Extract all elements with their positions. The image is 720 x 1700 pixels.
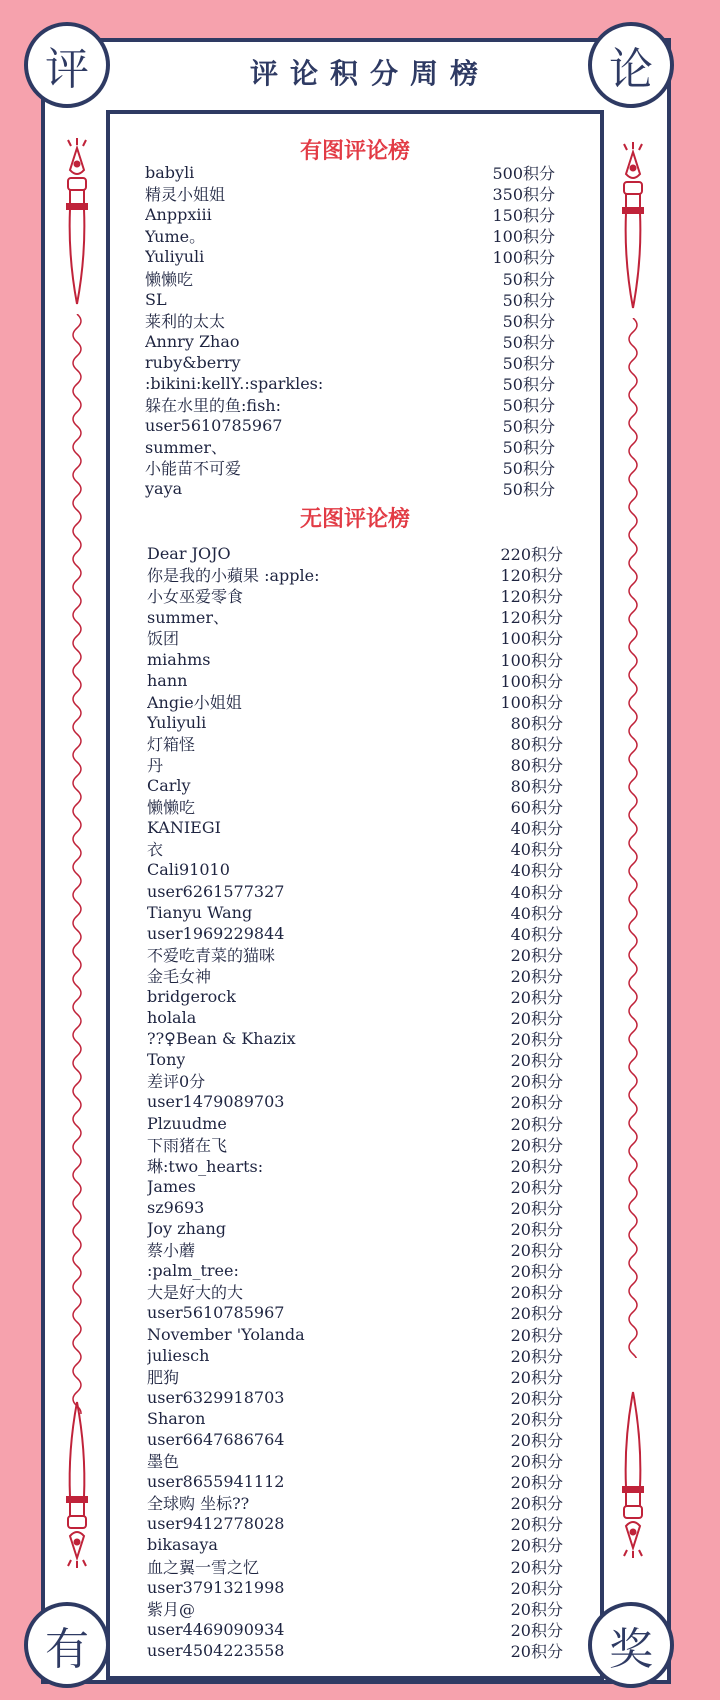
score-value: 40积分 bbox=[510, 903, 563, 923]
list-item bbox=[147, 1239, 563, 1260]
list-item bbox=[147, 1471, 563, 1492]
score-value: 20积分 bbox=[510, 1135, 563, 1155]
list-item bbox=[147, 1113, 563, 1134]
user-name: user8655941112 bbox=[147, 1472, 285, 1492]
user-name: Yuliyuli bbox=[147, 712, 207, 732]
user-name: KANIEGI bbox=[147, 818, 221, 838]
user-name: bikasaya bbox=[147, 1535, 218, 1555]
user-name: Angie小姐姐 bbox=[147, 692, 242, 712]
list-item bbox=[147, 1492, 563, 1513]
score-value: 20积分 bbox=[510, 1262, 563, 1282]
score-value: 80积分 bbox=[510, 755, 563, 775]
list-item bbox=[147, 733, 563, 754]
corner-badge-bottom-right: 奖 bbox=[588, 1602, 674, 1688]
list-item bbox=[145, 436, 555, 457]
user-name: 紫月@ bbox=[147, 1599, 196, 1619]
score-value: 20积分 bbox=[510, 1009, 563, 1029]
score-value: 20积分 bbox=[510, 1473, 563, 1493]
list-item bbox=[145, 310, 555, 331]
user-name: Yume。 bbox=[145, 227, 206, 247]
list-item bbox=[147, 1176, 563, 1197]
user-name: 衣 bbox=[147, 840, 164, 860]
list-item bbox=[145, 246, 555, 267]
list-item bbox=[147, 754, 563, 775]
user-name: Carly bbox=[147, 776, 191, 796]
user-name: November 'Yolanda bbox=[147, 1324, 305, 1344]
user-name: 血之翼一雪之忆 bbox=[147, 1557, 260, 1577]
list-item bbox=[147, 1323, 563, 1344]
user-name: sz9693 bbox=[147, 1197, 205, 1217]
user-name: Tony bbox=[147, 1050, 186, 1070]
score-value: 20积分 bbox=[510, 1346, 563, 1366]
user-name: 饭团 bbox=[147, 629, 180, 649]
list-item bbox=[147, 1513, 563, 1534]
corner-badge-bottom-left: 有 bbox=[24, 1602, 110, 1688]
user-name: user9412778028 bbox=[147, 1514, 285, 1534]
list-item bbox=[147, 712, 563, 733]
score-value: 20积分 bbox=[510, 1536, 563, 1556]
user-name: user6647686764 bbox=[147, 1429, 285, 1449]
user-name: 躲在水里的鱼:fish: bbox=[145, 396, 281, 416]
bottom-border bbox=[41, 1680, 671, 1684]
list-item bbox=[147, 1070, 563, 1091]
user-name: Cali91010 bbox=[147, 860, 230, 880]
list-item bbox=[147, 1429, 563, 1450]
score-value: 80积分 bbox=[510, 777, 563, 797]
list-item bbox=[147, 944, 563, 965]
score-value: 20积分 bbox=[510, 1388, 563, 1408]
list-item bbox=[147, 902, 563, 923]
score-value: 20积分 bbox=[510, 1620, 563, 1640]
list-item bbox=[147, 923, 563, 944]
list-item bbox=[145, 204, 555, 225]
list-item bbox=[147, 1302, 563, 1323]
user-name: Tianyu Wang bbox=[147, 902, 253, 922]
list-item bbox=[147, 881, 563, 902]
list-item bbox=[147, 627, 563, 648]
score-value: 20积分 bbox=[510, 1051, 563, 1071]
score-value: 20积分 bbox=[510, 945, 563, 965]
score-value: 50积分 bbox=[502, 417, 555, 437]
score-value: 80积分 bbox=[510, 734, 563, 754]
user-name: user5610785967 bbox=[147, 1303, 285, 1323]
list-item bbox=[147, 1450, 563, 1471]
list-item bbox=[147, 585, 563, 606]
list-item bbox=[145, 415, 555, 436]
user-name: 小能苗不可爱 bbox=[145, 459, 242, 479]
user-name: 懒懒吃 bbox=[147, 798, 196, 818]
score-value: 120积分 bbox=[500, 587, 563, 607]
user-name: Sharon bbox=[147, 1408, 206, 1428]
list-item bbox=[145, 289, 555, 310]
score-value: 40积分 bbox=[510, 882, 563, 902]
list-item bbox=[147, 1556, 563, 1577]
score-value: 50积分 bbox=[502, 438, 555, 458]
list-item bbox=[147, 543, 563, 564]
score-value: 20积分 bbox=[510, 1452, 563, 1472]
score-value: 100积分 bbox=[492, 227, 555, 247]
score-value: 20积分 bbox=[510, 1241, 563, 1261]
score-value: 50积分 bbox=[502, 374, 555, 394]
user-name: 琳:two_hearts: bbox=[147, 1156, 264, 1176]
score-value: 40积分 bbox=[510, 819, 563, 839]
user-name: :palm_tree: bbox=[147, 1261, 239, 1281]
list-item bbox=[145, 373, 555, 394]
user-name: 肥狗 bbox=[147, 1367, 180, 1387]
user-name: hann bbox=[147, 670, 188, 690]
user-name: 金毛女神 bbox=[147, 966, 212, 986]
score-value: 50积分 bbox=[502, 353, 555, 373]
fountain-pen-icon bbox=[60, 1400, 94, 1570]
list-item bbox=[147, 986, 563, 1007]
wavy-line-right bbox=[622, 318, 644, 1358]
user-name: ??♀Bean & Khazix bbox=[147, 1029, 296, 1049]
score-value: 100积分 bbox=[492, 248, 555, 268]
fountain-pen-icon bbox=[616, 140, 650, 310]
score-value: 50积分 bbox=[502, 311, 555, 331]
user-name: user5610785967 bbox=[145, 416, 283, 436]
score-value: 20积分 bbox=[510, 1515, 563, 1535]
list-item bbox=[147, 1028, 563, 1049]
score-value: 20积分 bbox=[510, 988, 563, 1008]
list-item bbox=[145, 352, 555, 373]
score-value: 120积分 bbox=[500, 566, 563, 586]
score-value: 40积分 bbox=[510, 861, 563, 881]
score-value: 500积分 bbox=[492, 164, 555, 184]
user-name: summer、 bbox=[145, 438, 227, 458]
list-item bbox=[147, 1134, 563, 1155]
user-name: bridgerock bbox=[147, 987, 236, 1007]
user-name: juliesch bbox=[147, 1345, 210, 1365]
score-value: 20积分 bbox=[510, 1030, 563, 1050]
list-item bbox=[145, 394, 555, 415]
list-item bbox=[147, 1534, 563, 1555]
score-value: 20积分 bbox=[510, 1156, 563, 1176]
score-value: 20积分 bbox=[510, 1494, 563, 1514]
score-value: 100积分 bbox=[500, 629, 563, 649]
no-image-ranking-list bbox=[147, 543, 563, 1661]
list-item bbox=[147, 1598, 563, 1619]
list-item bbox=[145, 267, 555, 288]
user-name: 大是好大的大 bbox=[147, 1283, 244, 1303]
user-name: Annry Zhao bbox=[145, 331, 240, 351]
score-value: 20积分 bbox=[510, 1599, 563, 1619]
user-name: 丹 bbox=[147, 755, 164, 775]
score-value: 100积分 bbox=[500, 650, 563, 670]
wavy-line-left bbox=[66, 314, 88, 1414]
score-value: 100积分 bbox=[500, 692, 563, 712]
score-value: 20积分 bbox=[510, 1578, 563, 1598]
list-item bbox=[147, 817, 563, 838]
score-value: 50积分 bbox=[502, 269, 555, 289]
score-value: 50积分 bbox=[502, 459, 555, 479]
score-value: 20积分 bbox=[510, 1557, 563, 1577]
list-item bbox=[147, 775, 563, 796]
score-value: 20积分 bbox=[510, 1114, 563, 1134]
user-name: James bbox=[147, 1176, 196, 1196]
list-item bbox=[147, 1345, 563, 1366]
score-value: 350积分 bbox=[492, 185, 555, 205]
list-item bbox=[147, 1408, 563, 1429]
score-value: 220积分 bbox=[500, 545, 563, 565]
list-item bbox=[147, 1577, 563, 1598]
fountain-pen-icon bbox=[60, 136, 94, 306]
list-item bbox=[145, 225, 555, 246]
score-value: 20积分 bbox=[510, 1325, 563, 1345]
score-value: 20积分 bbox=[510, 1093, 563, 1113]
list-item bbox=[147, 1619, 563, 1640]
user-name: 墨色 bbox=[147, 1452, 180, 1472]
list-item bbox=[145, 183, 555, 204]
score-value: 20积分 bbox=[510, 1177, 563, 1197]
user-name: summer、 bbox=[147, 608, 229, 628]
user-name: 蔡小蘑 bbox=[147, 1241, 196, 1261]
page-title: 评论积分周榜 bbox=[249, 57, 490, 90]
user-name: 差评0分 bbox=[147, 1072, 206, 1092]
user-name: user1479089703 bbox=[147, 1092, 285, 1112]
user-name: user4504223558 bbox=[147, 1640, 285, 1660]
fountain-pen-icon bbox=[616, 1390, 650, 1560]
score-value: 20积分 bbox=[510, 1409, 563, 1429]
score-value: 20积分 bbox=[510, 1283, 563, 1303]
user-name: 灯箱怪 bbox=[147, 734, 196, 754]
score-value: 40积分 bbox=[510, 840, 563, 860]
score-value: 50积分 bbox=[502, 480, 555, 500]
score-value: 120积分 bbox=[500, 608, 563, 628]
list-item bbox=[147, 1155, 563, 1176]
user-name: user3791321998 bbox=[147, 1577, 285, 1597]
section-title-no-image: 无图评论榜 bbox=[299, 507, 410, 532]
list-item bbox=[147, 859, 563, 880]
list-item bbox=[145, 331, 555, 352]
user-name: Dear JOJO bbox=[147, 544, 231, 564]
user-name: 莱利的太太 bbox=[145, 311, 226, 331]
list-item bbox=[145, 162, 555, 183]
list-item bbox=[147, 1260, 563, 1281]
list-item bbox=[147, 838, 563, 859]
corner-badge-top-left: 评 bbox=[24, 22, 110, 108]
user-name: 全球购 坐标?? bbox=[147, 1494, 250, 1514]
user-name: babyli bbox=[145, 163, 195, 183]
user-name: 精灵小姐姐 bbox=[145, 185, 226, 205]
user-name: SL bbox=[145, 289, 167, 309]
user-name: holala bbox=[147, 1008, 197, 1028]
score-value: 150积分 bbox=[492, 206, 555, 226]
list-item bbox=[147, 1218, 563, 1239]
list-item bbox=[147, 1049, 563, 1070]
score-value: 20积分 bbox=[510, 1367, 563, 1387]
user-name: Anppxiii bbox=[145, 205, 212, 225]
with-image-ranking-list bbox=[145, 162, 555, 500]
score-value: 20积分 bbox=[510, 1072, 563, 1092]
score-value: 20积分 bbox=[510, 1430, 563, 1450]
list-item bbox=[147, 796, 563, 817]
score-value: 20积分 bbox=[510, 1220, 563, 1240]
score-value: 80积分 bbox=[510, 713, 563, 733]
list-item bbox=[147, 1640, 563, 1661]
score-value: 20积分 bbox=[510, 966, 563, 986]
list-item bbox=[147, 648, 563, 669]
list-item bbox=[147, 606, 563, 627]
list-item bbox=[145, 457, 555, 478]
score-value: 50积分 bbox=[502, 332, 555, 352]
list-item bbox=[147, 670, 563, 691]
score-value: 20积分 bbox=[510, 1304, 563, 1324]
user-name: 你是我的小蘋果 :apple: bbox=[147, 566, 320, 586]
score-value: 40积分 bbox=[510, 924, 563, 944]
user-name: user1969229844 bbox=[147, 923, 285, 943]
list-item bbox=[147, 1091, 563, 1112]
score-value: 20积分 bbox=[510, 1641, 563, 1661]
score-value: 50积分 bbox=[502, 396, 555, 416]
user-name: Yuliyuli bbox=[145, 247, 205, 267]
section-title-with-image: 有图评论榜 bbox=[299, 139, 410, 164]
user-name: 懒懒吃 bbox=[145, 269, 194, 289]
list-item bbox=[147, 965, 563, 986]
score-value: 100积分 bbox=[500, 671, 563, 691]
user-name: ruby&berry bbox=[145, 352, 241, 372]
user-name: Joy zhang bbox=[147, 1219, 226, 1239]
list-item bbox=[147, 1197, 563, 1218]
user-name: user6329918703 bbox=[147, 1387, 285, 1407]
list-item bbox=[147, 691, 563, 712]
user-name: 小女巫爱零食 bbox=[147, 587, 244, 607]
user-name: :bikini:kellY.:sparkles: bbox=[145, 373, 324, 393]
list-item bbox=[145, 478, 555, 499]
corner-badge-top-right: 论 bbox=[588, 22, 674, 108]
score-value: 20积分 bbox=[510, 1198, 563, 1218]
list-item bbox=[147, 1281, 563, 1302]
user-name: miahms bbox=[147, 649, 211, 669]
list-item bbox=[147, 1007, 563, 1028]
list-item bbox=[147, 1387, 563, 1408]
user-name: user4469090934 bbox=[147, 1619, 285, 1639]
user-name: 不爱吃青菜的猫咪 bbox=[147, 945, 276, 965]
user-name: yaya bbox=[145, 479, 183, 499]
user-name: user6261577327 bbox=[147, 881, 285, 901]
list-item bbox=[147, 1366, 563, 1387]
list-item bbox=[147, 564, 563, 585]
user-name: Plzuudme bbox=[147, 1113, 227, 1133]
user-name: 下雨猪在飞 bbox=[147, 1135, 228, 1155]
score-value: 50积分 bbox=[502, 290, 555, 310]
score-value: 60积分 bbox=[510, 798, 563, 818]
